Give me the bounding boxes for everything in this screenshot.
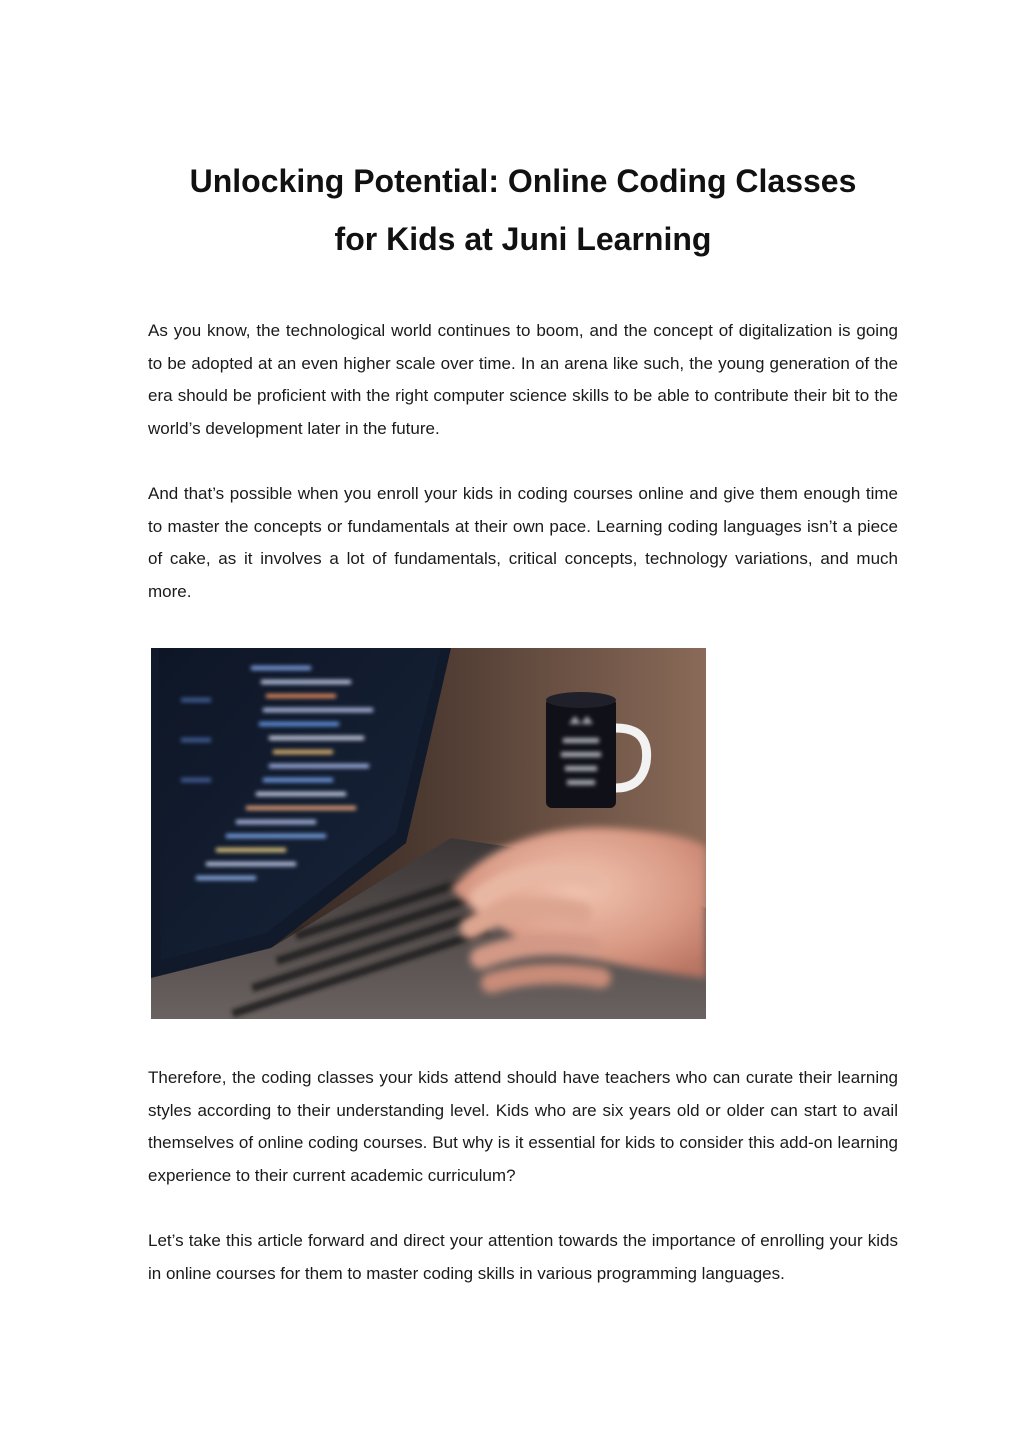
title-line-1: Unlocking Potential: Online Coding Classes: [189, 163, 857, 199]
laptop-coding-photo: [151, 648, 706, 1019]
paragraph-4: Let’s take this article forward and direct your attention towards the importance of enrolling your kids in online courses for them to master coding skills in various programming languages.: [148, 1231, 898, 1283]
paragraph-2: And that’s possible when you enroll your kids in coding courses online and give them enough time to master the concepts or fundamentals at their own pace. Learning coding languages isn’t a piece of cake, as it involves a lot of fundamentals, critical concepts, technology variations, and much more.: [148, 484, 898, 601]
title-line-2: for Kids at Juni Learning: [334, 221, 712, 257]
paragraph-3: Therefore, the coding classes your kids attend should have teachers who can curate their learning styles according to their understanding level. Kids who are six years old or older can start to avail themselves of online coding courses. But why is it essential for kids to consider this add-on learning experience to their current academic curriculum?: [148, 1068, 898, 1185]
page-title: [148, 152, 898, 268]
paragraph-1: As you know, the technological world continues to boom, and the concept of digitalization is going to be adopted at an even higher scale over time. In an arena like such, the young generation of the era should be proficient with the right computer science skills to be able to contribute their bit to the world’s development later in the future.: [148, 321, 898, 438]
